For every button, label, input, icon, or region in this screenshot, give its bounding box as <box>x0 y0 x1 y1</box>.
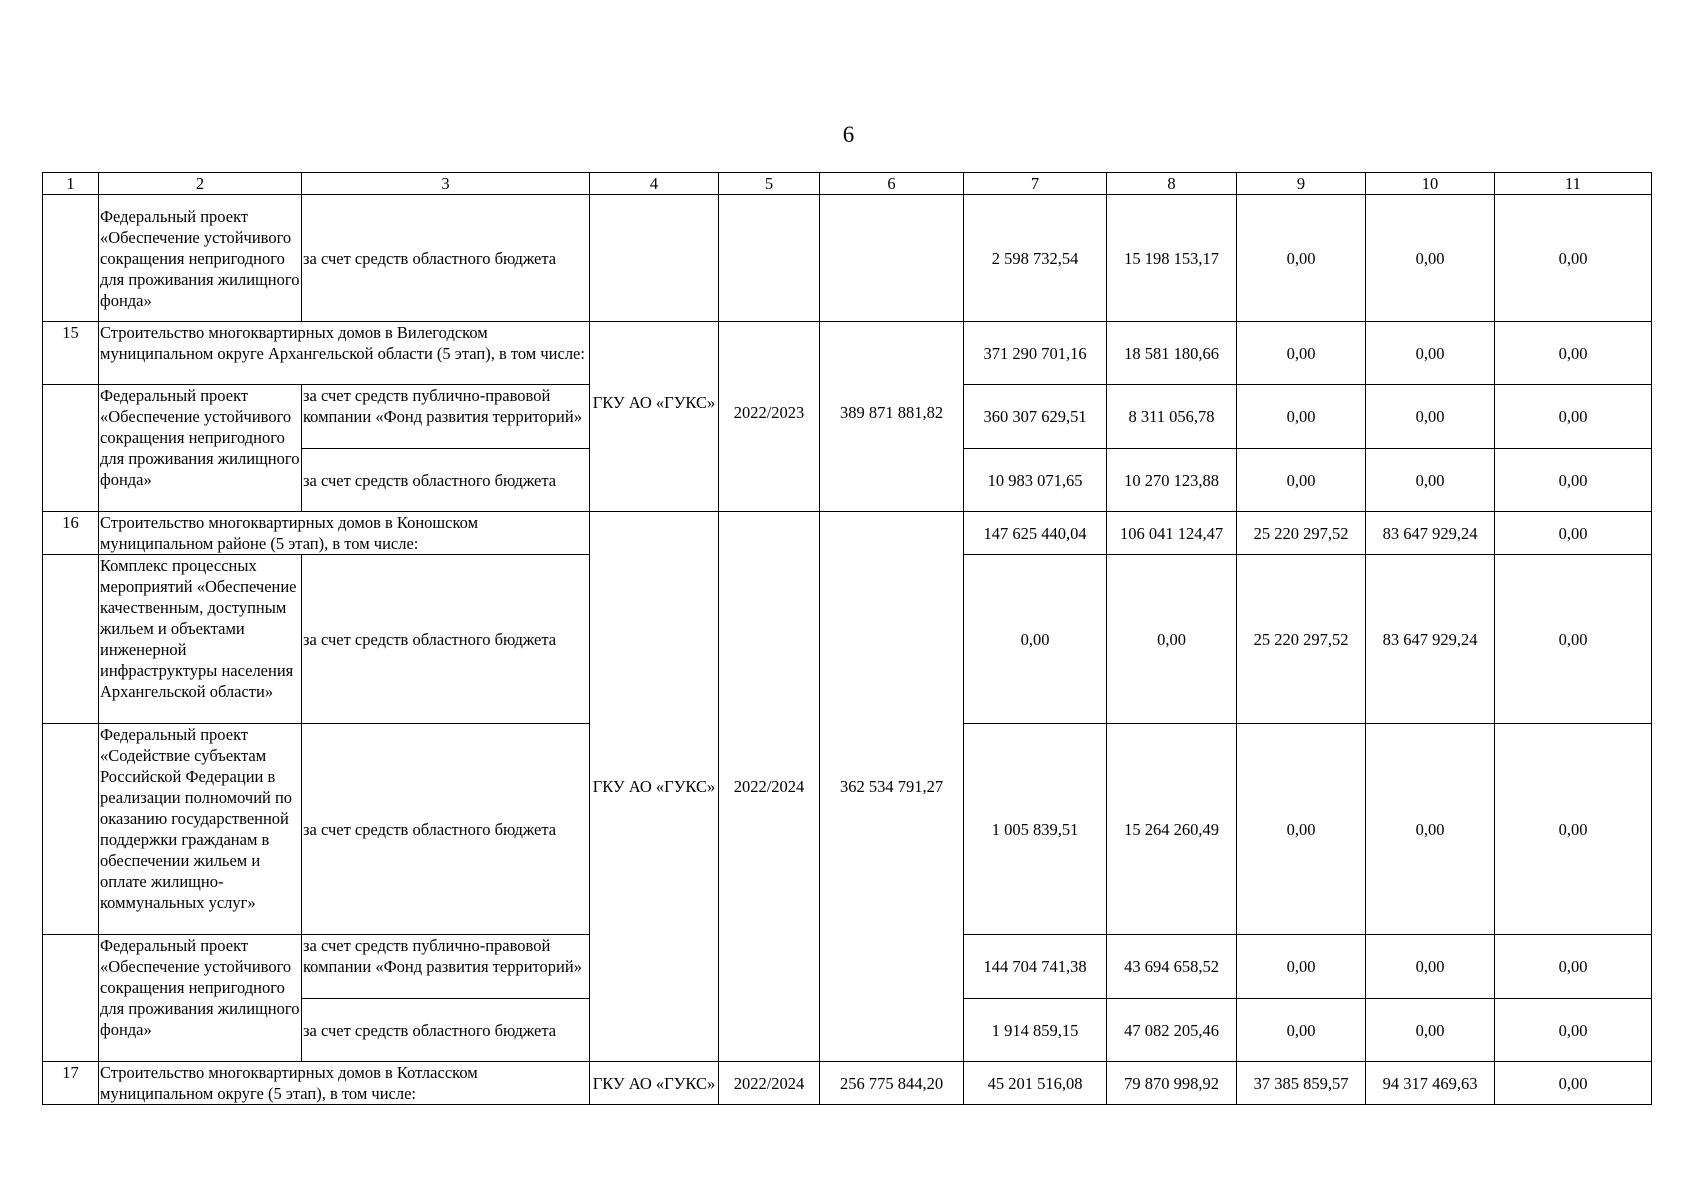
budget-table <box>42 172 1652 1105</box>
value-cell: 0,00 <box>1495 449 1652 512</box>
row-number: 16 <box>43 512 99 555</box>
value-cell: 0,00 <box>1237 724 1366 935</box>
value-cell: 0,00 <box>1495 555 1652 724</box>
table-row <box>43 512 1652 555</box>
column-header: 8 <box>1107 173 1237 195</box>
column-header: 1 <box>43 173 99 195</box>
period: 2022/2024 <box>719 512 820 1062</box>
column-header: 6 <box>820 173 964 195</box>
value-cell: 0,00 <box>1237 195 1366 322</box>
executor: ГКУ АО «ГУКС» <box>590 1062 719 1105</box>
funding-source: за счет средств областного бюджета <box>302 449 590 512</box>
value-cell: 15 264 260,49 <box>1107 724 1237 935</box>
value-cell: 83 647 929,24 <box>1366 555 1495 724</box>
value-cell: 0,00 <box>1495 195 1652 322</box>
funding-source: за счет средств публично-правовой компании «Фонд развития территорий» <box>302 385 590 449</box>
value-cell: 18 581 180,66 <box>1107 322 1237 385</box>
value-cell: 79 870 998,92 <box>1107 1062 1237 1105</box>
funding-source: за счет средств публично-правовой компании «Фонд развития территорий» <box>302 935 590 999</box>
total-cost: 389 871 881,82 <box>820 322 964 512</box>
project-name: Федеральный проект «Обеспечение устойчивого сокращения непригодного для проживания жилищного фонда» <box>99 935 302 1062</box>
value-cell: 0,00 <box>1366 999 1495 1062</box>
value-cell: 43 694 658,52 <box>1107 935 1237 999</box>
value-cell: 2 598 732,54 <box>964 195 1107 322</box>
value-cell: 10 983 071,65 <box>964 449 1107 512</box>
value-cell: 1 005 839,51 <box>964 724 1107 935</box>
page-number: 6 <box>842 122 855 147</box>
value-cell: 144 704 741,38 <box>964 935 1107 999</box>
value-cell: 106 041 124,47 <box>1107 512 1237 555</box>
value-cell: 371 290 701,16 <box>964 322 1107 385</box>
funding-source: за счет средств областного бюджета <box>302 555 590 724</box>
value-cell: 1 914 859,15 <box>964 999 1107 1062</box>
column-header: 2 <box>99 173 302 195</box>
value-cell: 0,00 <box>1237 449 1366 512</box>
column-number-row <box>43 173 1652 195</box>
executor: ГКУ АО «ГУКС» <box>590 512 719 1062</box>
value-cell: 0,00 <box>1495 322 1652 385</box>
funding-source: за счет средств областного бюджета <box>302 724 590 935</box>
value-cell: 0,00 <box>1237 385 1366 449</box>
object-title: Строительство многоквартирных домов в Вилегодском муниципальном округе Архангельской области (5 этап), в том числе: <box>99 322 590 385</box>
column-header: 4 <box>590 173 719 195</box>
row-number: 17 <box>43 1062 99 1105</box>
value-cell: 360 307 629,51 <box>964 385 1107 449</box>
funding-source: за счет средств областного бюджета <box>302 999 590 1062</box>
period: 2022/2023 <box>719 322 820 512</box>
value-cell: 0,00 <box>1237 322 1366 385</box>
row-number: 15 <box>43 322 99 385</box>
value-cell: 0,00 <box>1366 322 1495 385</box>
value-cell: 0,00 <box>964 555 1107 724</box>
value-cell: 0,00 <box>1495 385 1652 449</box>
value-cell: 0,00 <box>1495 724 1652 935</box>
value-cell: 0,00 <box>1107 555 1237 724</box>
project-name: Федеральный проект «Содействие субъектам Российской Федерации в реализации полномочий по оказанию государственной поддержки гражданам в обеспечении жильем и оплате жилищно-коммунальных услуг» <box>99 724 302 935</box>
value-cell: 15 198 153,17 <box>1107 195 1237 322</box>
project-name: Комплекс процессных мероприятий «Обеспечение качественным, доступным жильем и объектами инженерной инфраструктуры населения Архангельской области» <box>99 555 302 724</box>
executor: ГКУ АО «ГУКС» <box>590 322 719 512</box>
value-cell: 25 220 297,52 <box>1237 512 1366 555</box>
value-cell: 25 220 297,52 <box>1237 555 1366 724</box>
project-name: Федеральный проект «Обеспечение устойчивого сокращения непригодного для проживания жилищного фонда» <box>99 385 302 512</box>
table-row <box>43 195 1652 322</box>
project-name: Федеральный проект «Обеспечение устойчивого сокращения непригодного для проживания жилищного фонда» <box>99 195 302 322</box>
value-cell: 0,00 <box>1366 385 1495 449</box>
value-cell: 37 385 859,57 <box>1237 1062 1366 1105</box>
value-cell: 47 082 205,46 <box>1107 999 1237 1062</box>
column-header: 9 <box>1237 173 1366 195</box>
value-cell: 83 647 929,24 <box>1366 512 1495 555</box>
total-cost: 362 534 791,27 <box>820 512 964 1062</box>
value-cell: 0,00 <box>1366 449 1495 512</box>
column-header: 3 <box>302 173 590 195</box>
value-cell: 0,00 <box>1495 999 1652 1062</box>
value-cell: 0,00 <box>1366 195 1495 322</box>
column-header: 11 <box>1495 173 1652 195</box>
value-cell: 0,00 <box>1237 935 1366 999</box>
value-cell: 0,00 <box>1495 512 1652 555</box>
value-cell: 0,00 <box>1495 935 1652 999</box>
funding-source: за счет средств областного бюджета <box>302 195 590 322</box>
value-cell: 0,00 <box>1366 935 1495 999</box>
period: 2022/2024 <box>719 1062 820 1105</box>
value-cell: 94 317 469,63 <box>1366 1062 1495 1105</box>
value-cell: 45 201 516,08 <box>964 1062 1107 1105</box>
value-cell: 0,00 <box>1495 1062 1652 1105</box>
value-cell: 0,00 <box>1237 999 1366 1062</box>
value-cell: 0,00 <box>1366 724 1495 935</box>
value-cell: 10 270 123,88 <box>1107 449 1237 512</box>
value-cell: 147 625 440,04 <box>964 512 1107 555</box>
table-row <box>43 1062 1652 1105</box>
column-header: 10 <box>1366 173 1495 195</box>
value-cell: 8 311 056,78 <box>1107 385 1237 449</box>
column-header: 7 <box>964 173 1107 195</box>
object-title: Строительство многоквартирных домов в Котласском муниципальном округе (5 этап), в том числе: <box>99 1062 590 1105</box>
total-cost: 256 775 844,20 <box>820 1062 964 1105</box>
table-row <box>43 322 1652 385</box>
object-title: Строительство многоквартирных домов в Коношском муниципальном районе (5 этап), в том числе: <box>99 512 590 555</box>
column-header: 5 <box>719 173 820 195</box>
